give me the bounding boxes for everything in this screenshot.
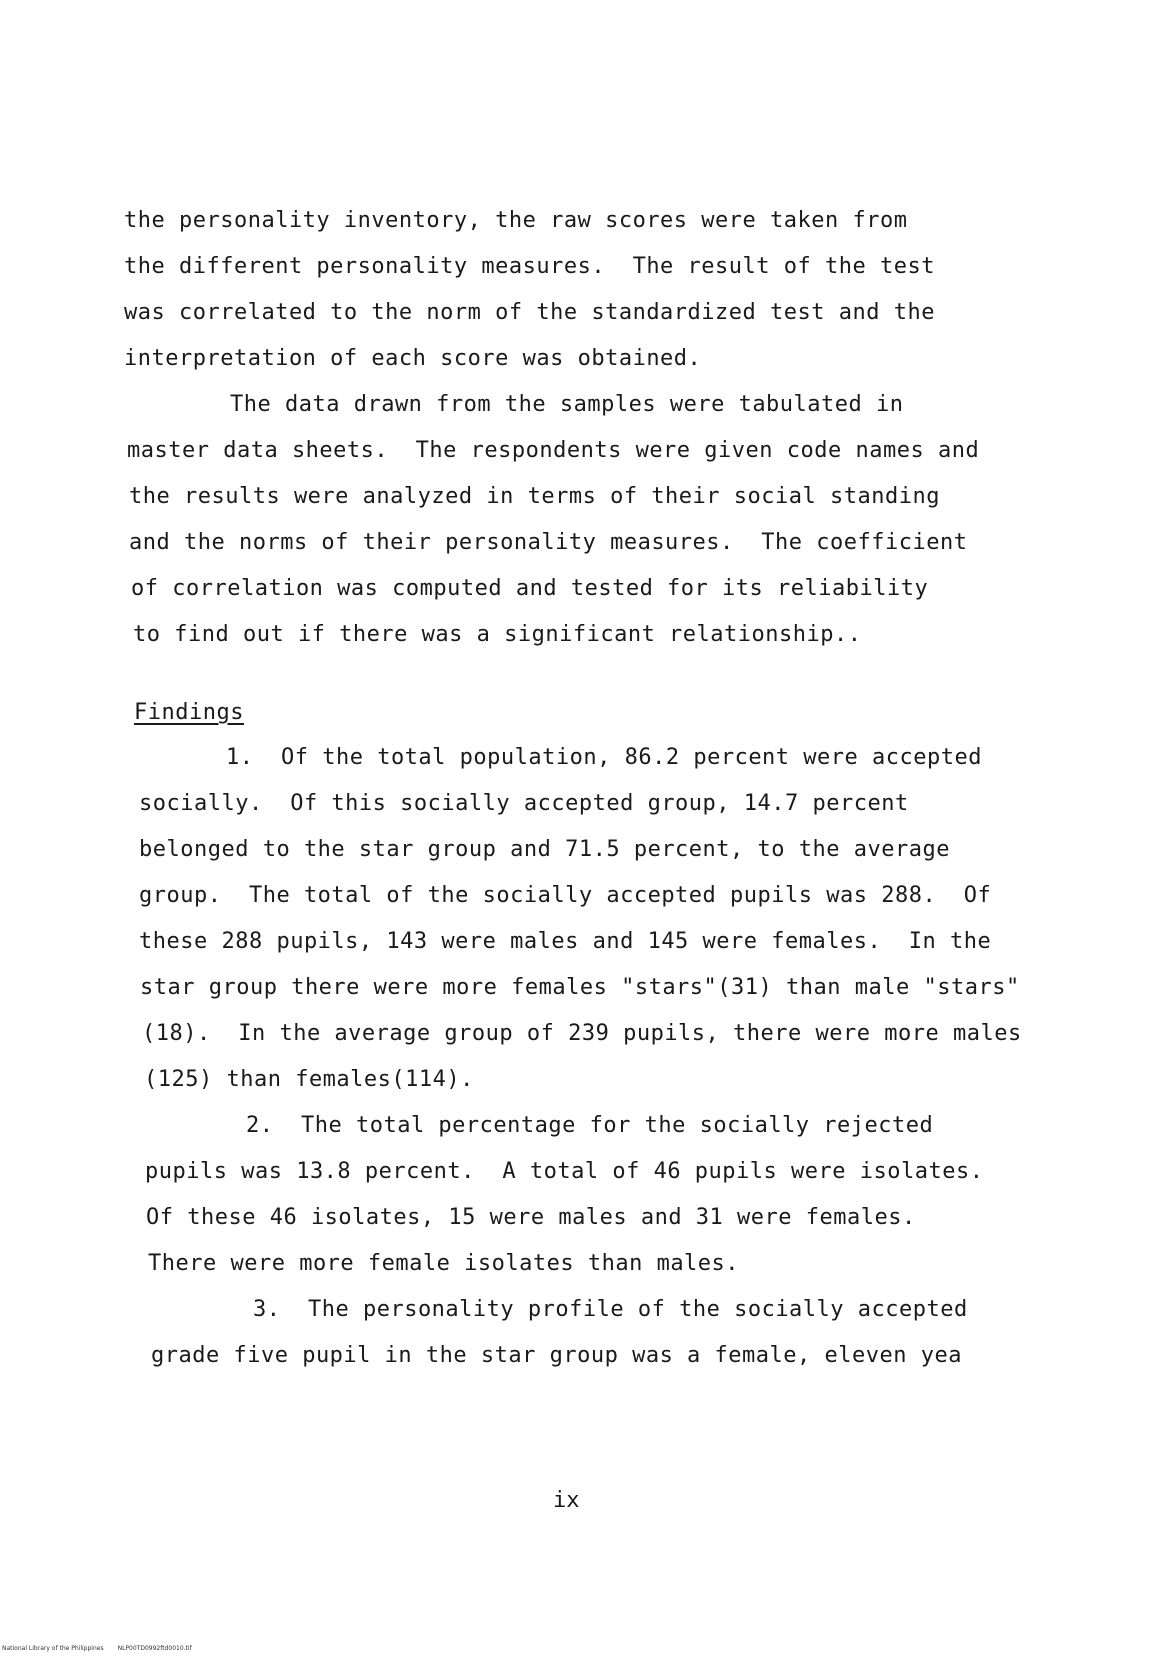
body-text-line: these 288 pupils, 143 were males and 145 were females. In the [139,929,992,954]
body-text-line: socially. Of this socially accepted group, 14.7 percent [139,791,909,816]
body-text-line: group. The total of the socially accepted pupils was 288. Of [139,883,992,908]
body-text-line: There were more female isolates than males. [148,1251,740,1276]
body-text-line: the different personality measures. The result of the test [124,254,935,279]
body-text-line: Of these 46 isolates, 15 were males and 31 were females. [146,1205,916,1230]
body-text-line: and the norms of their personality measures. The coefficient [129,530,968,555]
body-text-line: master data sheets. The respondents were given code names and [127,438,980,463]
body-text-line: (125) than females(114). [144,1067,474,1092]
body-text-line: pupils was 13.8 percent. A total of 46 pupils were isolates. [145,1159,984,1184]
body-text-line: The data drawn from the samples were tabulated in [230,392,904,417]
body-text-line: belonged to the star group and 71.5 percent, to the average [139,837,950,862]
body-text-line: to find out if there was a significant relationship.. [133,622,862,647]
body-text-line: 1. Of the total population, 86.2 percent were accepted [226,745,982,770]
scan-footer-filename: NLP00TD0992ftd0010.tif [117,1645,192,1652]
body-text-line: (18). In the average group of 239 pupils, there were more males [142,1021,1022,1046]
body-text-line: the results were analyzed in terms of their social standing [129,484,940,509]
scan-footer [2,1645,206,1653]
body-text-line: grade five pupil in the star group was a female, eleven yea [151,1343,962,1368]
body-text-line: interpretation of each score was obtained. [124,346,702,371]
section-heading: Findings [134,700,244,725]
page-number: ix [553,1488,580,1513]
scan-footer-library: National Library of the Philippines [2,1645,104,1652]
body-text-line: was correlated to the norm of the standardized test and the [124,300,935,325]
body-text-line: star group there were more females "stars"(31) than male "stars" [140,975,1020,1000]
body-text-line: the personality inventory, the raw scores were taken from [124,208,908,233]
body-text-line: of correlation was computed and tested for its reliability [131,576,929,601]
body-text-line: 3. The personality profile of the socially accepted [253,1297,968,1322]
body-text-line: 2. The total percentage for the socially rejected [246,1113,934,1138]
